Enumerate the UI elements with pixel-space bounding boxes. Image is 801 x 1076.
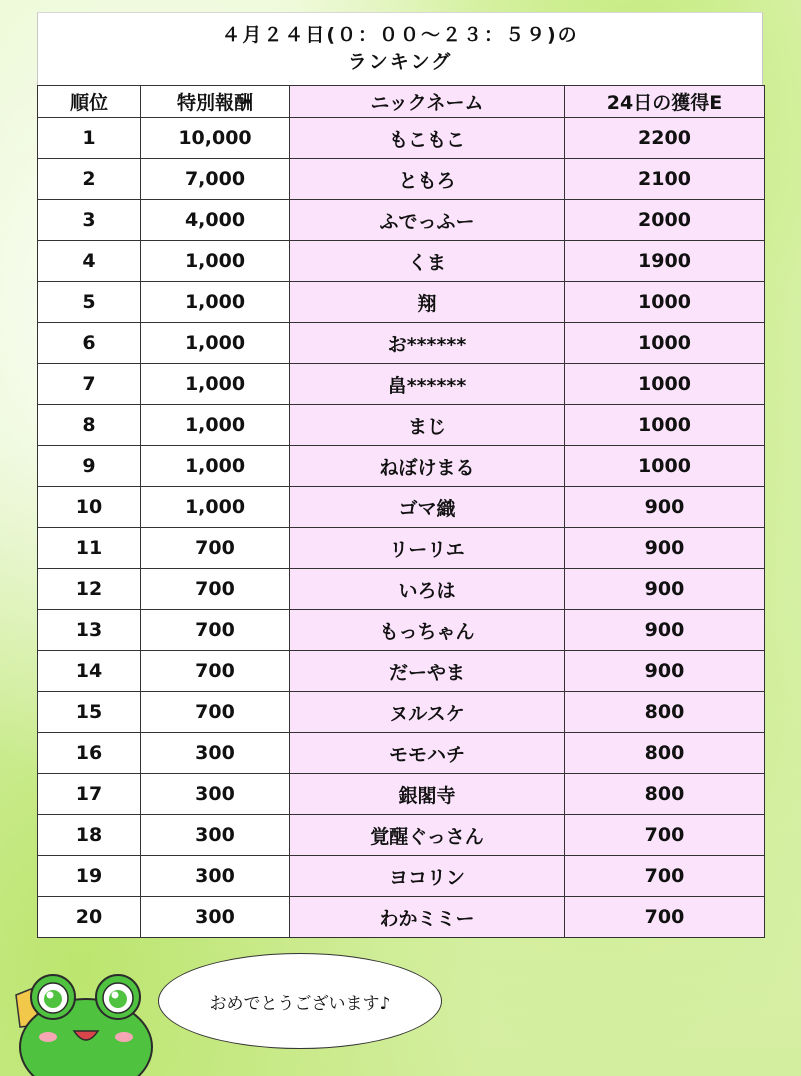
cell-rank: 13 xyxy=(38,610,141,651)
cell-earned: 700 xyxy=(565,856,765,897)
table-row xyxy=(38,364,765,405)
cell-earned: 1000 xyxy=(565,282,765,323)
cell-rank: 12 xyxy=(38,569,141,610)
cell-nickname: ふでっふー xyxy=(290,200,565,241)
ranking-table xyxy=(37,85,765,938)
table-row xyxy=(38,815,765,856)
cell-nickname: 畠****** xyxy=(290,364,565,405)
cell-rank: 10 xyxy=(38,487,141,528)
header-earned: 24日の獲得E xyxy=(565,86,765,118)
cell-reward: 1,000 xyxy=(141,405,290,446)
cell-earned: 1900 xyxy=(565,241,765,282)
cell-rank: 5 xyxy=(38,282,141,323)
cell-nickname: ねぼけまる xyxy=(290,446,565,487)
cell-reward: 700 xyxy=(141,528,290,569)
table-row xyxy=(38,528,765,569)
cell-earned: 700 xyxy=(565,815,765,856)
cell-rank: 14 xyxy=(38,651,141,692)
table-row xyxy=(38,856,765,897)
cell-reward: 700 xyxy=(141,692,290,733)
cell-nickname: まじ xyxy=(290,405,565,446)
cell-reward: 7,000 xyxy=(141,159,290,200)
table-row xyxy=(38,651,765,692)
table-header-row xyxy=(38,86,765,118)
cell-nickname: もこもこ xyxy=(290,118,565,159)
cell-reward: 700 xyxy=(141,610,290,651)
table-row xyxy=(38,733,765,774)
table-row xyxy=(38,692,765,733)
cell-nickname: モモハチ xyxy=(290,733,565,774)
cell-rank: 7 xyxy=(38,364,141,405)
speech-bubble xyxy=(158,953,442,1049)
cell-rank: 2 xyxy=(38,159,141,200)
cell-earned: 900 xyxy=(565,528,765,569)
cell-rank: 6 xyxy=(38,323,141,364)
cell-reward: 1,000 xyxy=(141,241,290,282)
cell-reward: 300 xyxy=(141,897,290,938)
table-row xyxy=(38,118,765,159)
cell-rank: 19 xyxy=(38,856,141,897)
cell-earned: 2000 xyxy=(565,200,765,241)
cell-earned: 800 xyxy=(565,774,765,815)
header-nickname: ニックネーム xyxy=(290,86,565,118)
cell-earned: 900 xyxy=(565,651,765,692)
congrats-text: おめでとうございます♪ xyxy=(209,993,391,1014)
cell-earned: 800 xyxy=(565,733,765,774)
cell-rank: 16 xyxy=(38,733,141,774)
cell-rank: 18 xyxy=(38,815,141,856)
cell-rank: 9 xyxy=(38,446,141,487)
table-row xyxy=(38,774,765,815)
table-row xyxy=(38,241,765,282)
header-reward: 特別報酬 xyxy=(141,86,290,118)
cell-nickname: だーやま xyxy=(290,651,565,692)
header-rank: 順位 xyxy=(38,86,141,118)
cell-nickname: ゴマ織 xyxy=(290,487,565,528)
table-row xyxy=(38,610,765,651)
cell-reward: 300 xyxy=(141,815,290,856)
cell-rank: 3 xyxy=(38,200,141,241)
cell-reward: 300 xyxy=(141,774,290,815)
table-row xyxy=(38,487,765,528)
cell-rank: 1 xyxy=(38,118,141,159)
cell-nickname: もっちゃん xyxy=(290,610,565,651)
table-row xyxy=(38,159,765,200)
cell-reward: 1,000 xyxy=(141,364,290,405)
cell-earned: 2100 xyxy=(565,159,765,200)
cell-earned: 900 xyxy=(565,610,765,651)
cell-reward: 1,000 xyxy=(141,446,290,487)
table-row xyxy=(38,282,765,323)
cell-reward: 700 xyxy=(141,651,290,692)
title-line-1: ４月２４日(０：００〜２３：５９)の xyxy=(221,24,579,46)
cell-earned: 900 xyxy=(565,487,765,528)
table-row xyxy=(38,323,765,364)
table-row xyxy=(38,200,765,241)
table-row xyxy=(38,569,765,610)
cell-reward: 4,000 xyxy=(141,200,290,241)
cell-earned: 800 xyxy=(565,692,765,733)
table-row xyxy=(38,897,765,938)
cell-reward: 1,000 xyxy=(141,282,290,323)
cell-rank: 17 xyxy=(38,774,141,815)
cell-nickname: お****** xyxy=(290,323,565,364)
cell-reward: 700 xyxy=(141,569,290,610)
cell-reward: 1,000 xyxy=(141,323,290,364)
cell-earned: 1000 xyxy=(565,446,765,487)
cell-nickname: 銀閣寺 xyxy=(290,774,565,815)
cell-rank: 11 xyxy=(38,528,141,569)
cell-earned: 1000 xyxy=(565,323,765,364)
cell-reward: 10,000 xyxy=(141,118,290,159)
table-row xyxy=(38,446,765,487)
cell-rank: 4 xyxy=(38,241,141,282)
cell-reward: 300 xyxy=(141,856,290,897)
cell-nickname: リーリエ xyxy=(290,528,565,569)
cell-nickname: わかミミー xyxy=(290,897,565,938)
cell-rank: 20 xyxy=(38,897,141,938)
cell-rank: 15 xyxy=(38,692,141,733)
cell-earned: 1000 xyxy=(565,405,765,446)
cell-earned: 2200 xyxy=(565,118,765,159)
cell-earned: 900 xyxy=(565,569,765,610)
cell-nickname: 翔 xyxy=(290,282,565,323)
cell-reward: 1,000 xyxy=(141,487,290,528)
title-line-2: ランキング xyxy=(347,51,453,73)
ranking-title xyxy=(37,12,763,85)
cell-reward: 300 xyxy=(141,733,290,774)
cell-rank: 8 xyxy=(38,405,141,446)
cell-earned: 700 xyxy=(565,897,765,938)
cell-nickname: ヌルスケ xyxy=(290,692,565,733)
cell-earned: 1000 xyxy=(565,364,765,405)
cell-nickname: 覚醒ぐっさん xyxy=(290,815,565,856)
cell-nickname: ヨコリン xyxy=(290,856,565,897)
cell-nickname: くま xyxy=(290,241,565,282)
cell-nickname: ともろ xyxy=(290,159,565,200)
table-row xyxy=(38,405,765,446)
cell-nickname: いろは xyxy=(290,569,565,610)
frog-mascot-icon xyxy=(8,965,158,1076)
